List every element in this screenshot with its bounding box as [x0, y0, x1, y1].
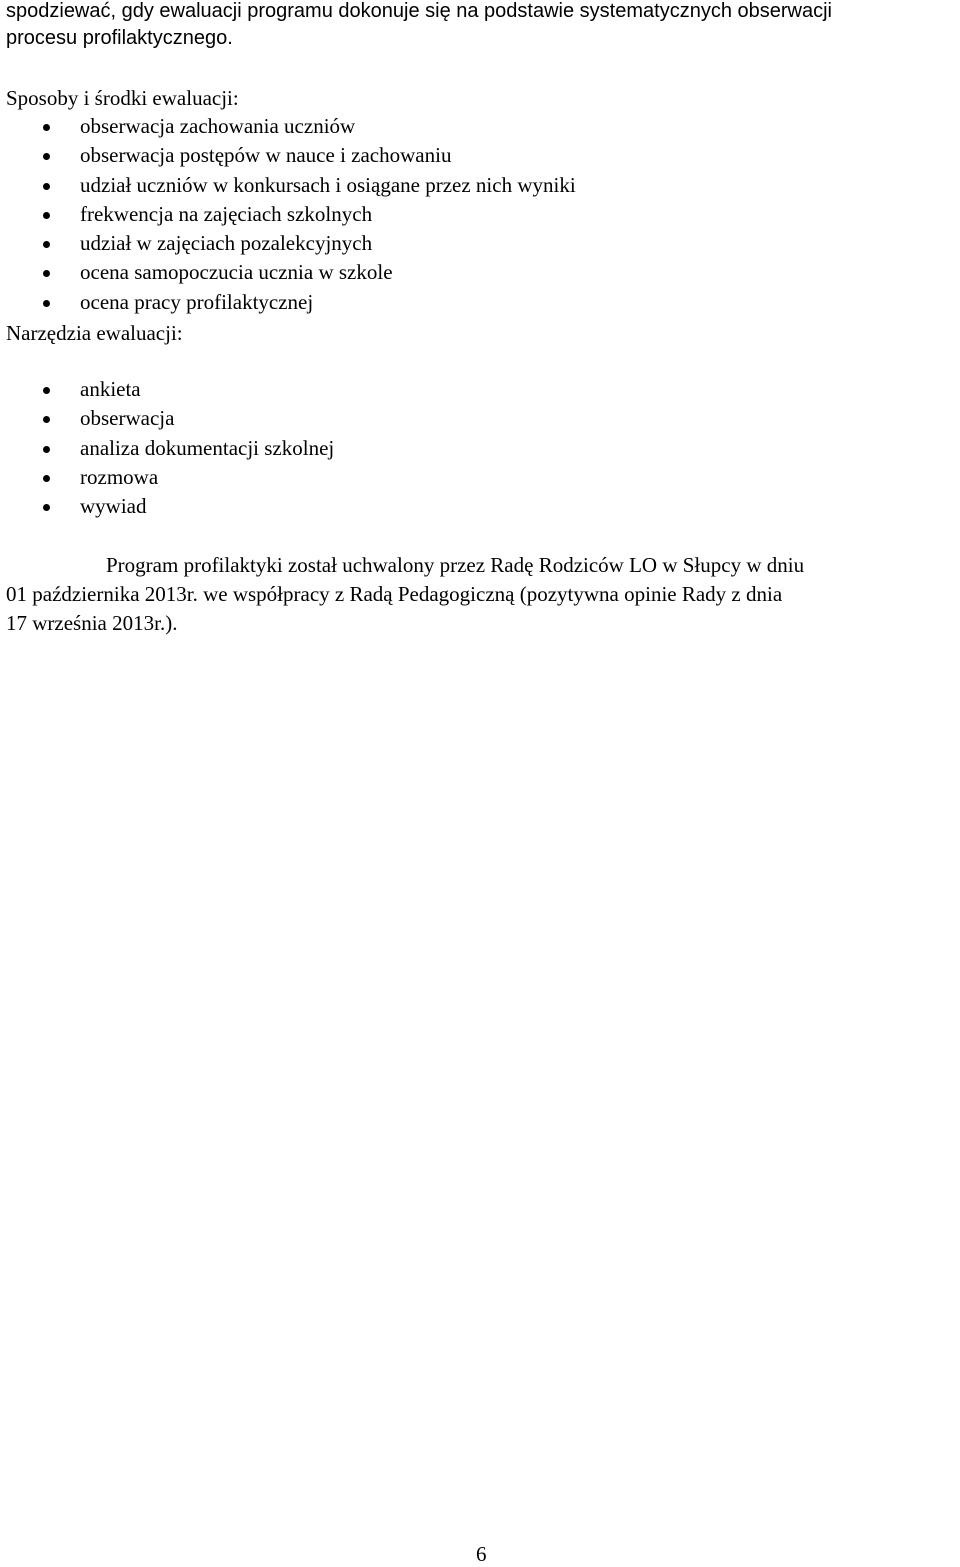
list-item-text: ankieta [80, 377, 141, 401]
list-item [0, 229, 576, 258]
list-item-text: obserwacja [80, 406, 175, 431]
page-number: 6 [476, 1542, 487, 1566]
list-item [0, 288, 576, 317]
list-item [0, 141, 576, 170]
list-item [0, 200, 576, 229]
bullet-icon [43, 153, 50, 160]
intro-line-2: procesu profilaktycznego. [6, 27, 233, 49]
list-item [0, 404, 334, 433]
list-item-text: analiza dokumentacji szkolnej [80, 435, 335, 460]
bullet-icon [43, 475, 50, 482]
bullet-icon [43, 416, 50, 423]
list-item-text: obserwacja zachowania uczniów [80, 114, 356, 138]
list-item-text: udział w zajęciach pozalekcyjnych [80, 231, 373, 256]
list-item-text: frekwencja na zajęciach szkolnych [80, 201, 373, 226]
methods-list [0, 112, 576, 317]
list-item-text: ocena pracy profilaktycznej [80, 289, 314, 314]
list-item-text: udział uczniów w konkursach i osiągane przez nich wyniki [80, 172, 576, 197]
tools-heading: Narzędzia ewaluacji: [6, 321, 183, 345]
bullet-icon [43, 387, 50, 394]
list-item [0, 258, 576, 287]
list-item [0, 171, 576, 200]
closing-line-3: 17 września 2013r.). [6, 611, 178, 635]
bullet-icon [43, 446, 50, 453]
closing-line-1: Program profilaktyki został uchwalony przez Radę Rodziców LO w Słupcy w dniu [106, 553, 805, 577]
bullet-icon [43, 504, 50, 511]
methods-heading: Sposoby i środki ewaluacji: [6, 86, 239, 110]
list-item [0, 492, 334, 521]
list-item-text: wywiad [80, 494, 147, 519]
bullet-icon [43, 241, 50, 248]
list-item [0, 434, 334, 463]
bullet-icon [43, 300, 50, 307]
list-item-text: rozmowa [80, 464, 159, 489]
list-item-text: ocena samopoczucia ucznia w szkole [80, 260, 393, 285]
list-item [0, 112, 576, 141]
bullet-icon [43, 270, 50, 277]
bullet-icon [43, 124, 50, 131]
bullet-icon [43, 183, 50, 190]
tools-list [0, 375, 334, 521]
closing-line-2: 01 października 2013r. we współpracy z Radą Pedagogiczną (pozytywna opinie Rady z dnia [6, 582, 783, 606]
list-item [0, 375, 334, 404]
list-item-text: obserwacja postępów w nauce i zachowaniu [80, 143, 452, 168]
bullet-icon [43, 212, 50, 219]
intro-line-1: spodziewać, gdy ewaluacji programu dokonuje się na podstawie systematycznych obserwacji [6, 0, 832, 22]
list-item [0, 463, 334, 492]
